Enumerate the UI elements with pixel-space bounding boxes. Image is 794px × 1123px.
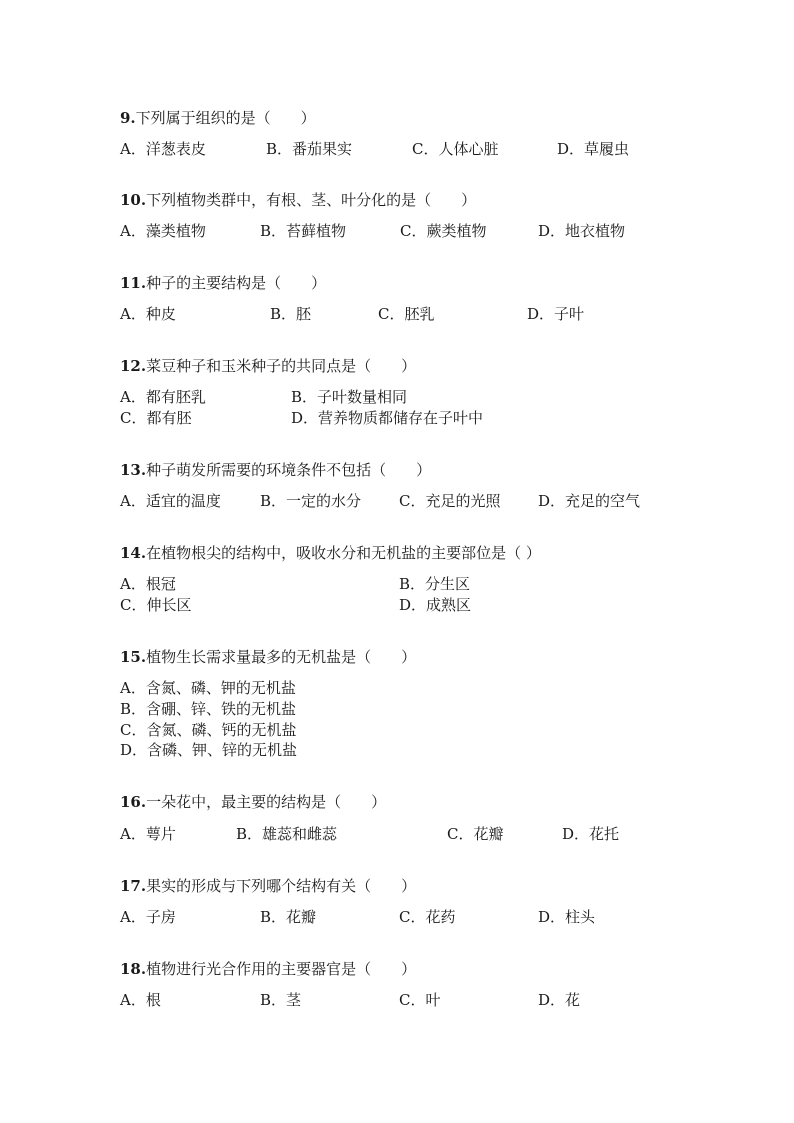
option-b: B．茎 xyxy=(260,991,302,1009)
option-d: D．营养物质都储存在子叶中 xyxy=(291,409,484,427)
option-c: C．叶 xyxy=(399,991,441,1009)
question-13-stem: 13.种子萌发所需要的环境条件不包括（ ） xyxy=(120,461,432,479)
question-18-stem: 18.植物进行光合作用的主要器官是（ ） xyxy=(120,960,417,978)
option-a: A．根冠 xyxy=(120,575,176,593)
option-c: C．花瓣 xyxy=(447,825,504,843)
option-c: C．人体心脏 xyxy=(412,140,499,158)
question-10-stem: 10.下列植物类群中，有根、茎、叶分化的是（ ） xyxy=(120,191,477,209)
option-b: B．番茄果实 xyxy=(266,140,353,158)
option-b: B．子叶数量相同 xyxy=(291,388,408,406)
option-d: D．柱头 xyxy=(538,908,596,926)
option-a: A．含氮、磷、钾的无机盐 xyxy=(120,679,296,697)
option-c: C．都有胚 xyxy=(120,409,192,427)
option-d: D．子叶 xyxy=(527,305,585,323)
option-d: D．充足的空气 xyxy=(538,492,641,510)
option-d: D．花托 xyxy=(562,825,620,843)
question-9-stem: 9.下列属于组织的是（ ） xyxy=(120,109,316,127)
option-b: B．一定的水分 xyxy=(260,492,362,510)
option-b: B．分生区 xyxy=(399,575,471,593)
question-12-stem: 12.菜豆种子和玉米种子的共同点是（ ） xyxy=(120,357,417,375)
option-d: D．成熟区 xyxy=(399,596,472,614)
option-d: D．含磷、钾、锌的无机盐 xyxy=(120,741,298,759)
option-c: C．胚乳 xyxy=(378,305,435,323)
option-b: B．花瓣 xyxy=(260,908,317,926)
question-16-stem: 16.一朵花中，最主要的结构是（ ） xyxy=(120,793,387,811)
option-b: B．胚 xyxy=(270,305,312,323)
option-a: A．种皮 xyxy=(120,305,176,323)
option-c: C．蕨类植物 xyxy=(400,222,487,240)
option-a: A．子房 xyxy=(120,908,176,926)
option-a: A．洋葱表皮 xyxy=(120,140,206,158)
option-c: C．花药 xyxy=(399,908,456,926)
option-b: B．苔藓植物 xyxy=(260,222,347,240)
option-c: C．充足的光照 xyxy=(399,492,501,510)
option-c: C．含氮、磷、钙的无机盐 xyxy=(120,721,297,739)
option-b: B．含硼、锌、铁的无机盐 xyxy=(120,700,297,718)
option-a: A．萼片 xyxy=(120,825,176,843)
option-a: A．藻类植物 xyxy=(120,222,206,240)
option-c: C．伸长区 xyxy=(120,596,192,614)
option-a: A．适宜的温度 xyxy=(120,492,221,510)
option-a: A．都有胚乳 xyxy=(120,388,206,406)
question-17-stem: 17.果实的形成与下列哪个结构有关（ ） xyxy=(120,877,417,895)
option-d: D．花 xyxy=(538,991,581,1009)
option-d: D．地衣植物 xyxy=(538,222,626,240)
option-d: D．草履虫 xyxy=(557,140,630,158)
question-11-stem: 11.种子的主要结构是（ ） xyxy=(120,274,327,292)
option-a: A．根 xyxy=(120,991,161,1009)
question-14-stem: 14.在植物根尖的结构中，吸收水分和无机盐的主要部位是（ ） xyxy=(120,544,541,562)
question-15-stem: 15.植物生长需求量最多的无机盐是（ ） xyxy=(120,648,417,666)
option-b: B．雄蕊和雌蕊 xyxy=(236,825,338,843)
